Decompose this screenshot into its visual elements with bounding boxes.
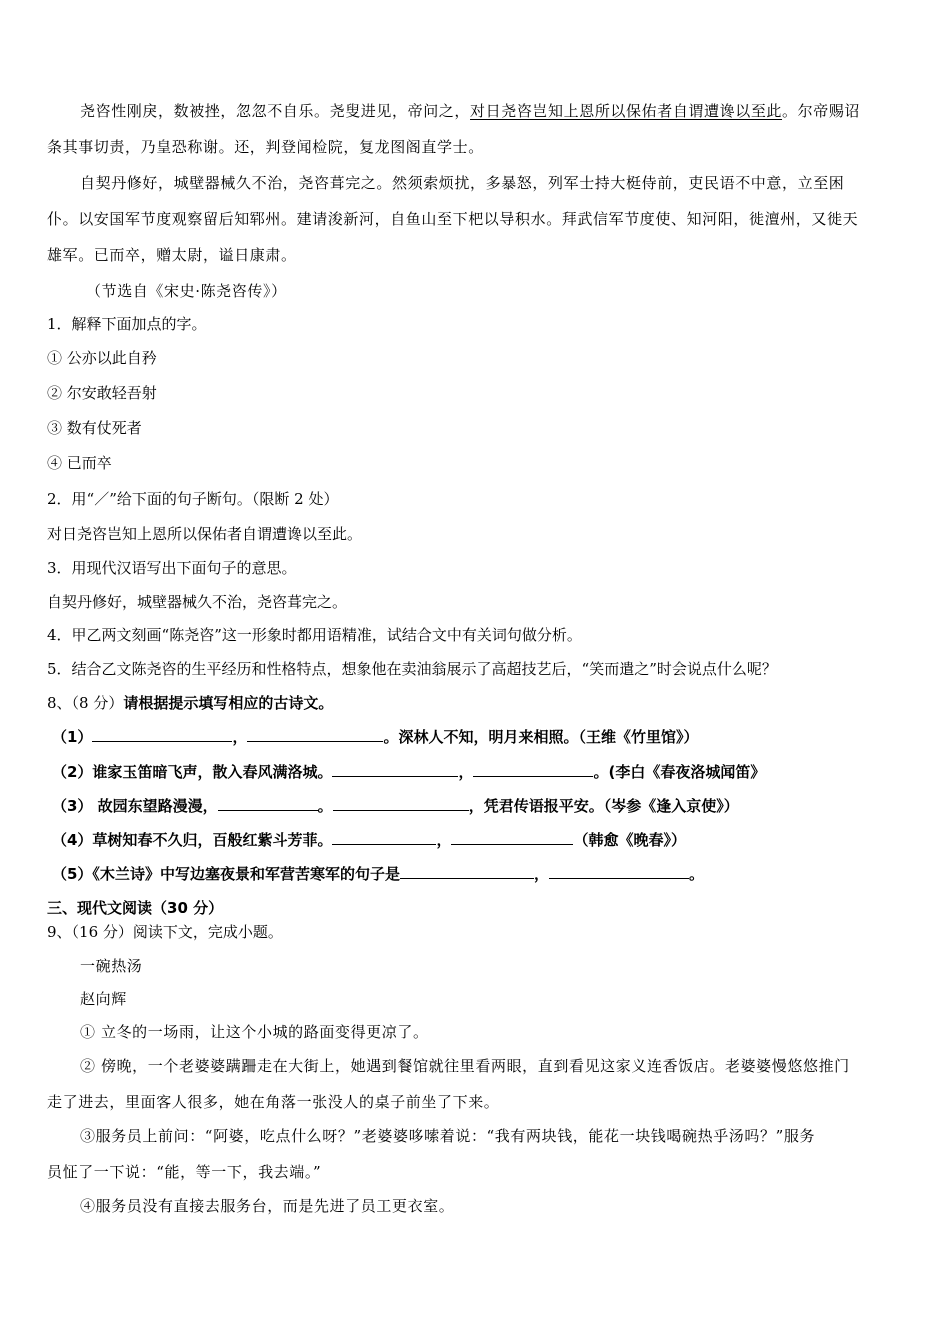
article-author: 赵向辉 [80,990,127,1008]
article-paragraph: 员怔了一下说：“能，等一下，我去端。” [47,1163,322,1181]
article-paragraph: ① 立冬的一场雨，让这个小城的路面变得更凉了。 [80,1023,429,1041]
section-8-heading: 8、（8 分）请根据提示填写相应的古诗文。 [47,694,334,712]
question-1-item: ④ 已而卒 [47,454,112,472]
answer-blank[interactable] [218,796,318,811]
question-1-item: ① 公亦以此自矜 [47,349,157,367]
answer-blank[interactable] [247,727,383,742]
section-3-heading: 三、现代文阅读（30 分） [47,899,224,917]
passage-line: 自契丹修好，城壁器械久不治，尧咨葺完之。然须索烦扰，多暴怒，列军士持大梃侍前，吏民语不中意，立至困 [80,174,845,192]
answer-blank[interactable] [400,864,534,879]
question-3-text: 自契丹修好，城壁器械久不治，尧咨葺完之。 [47,593,348,611]
fill-line-3: （3） 故园东望路漫漫， 。 ，凭君传语报平安。（岑参《逢入京使》） [52,797,739,815]
question-3: 3．用现代汉语写出下面句子的意思。 [47,559,297,577]
answer-blank[interactable] [92,727,232,742]
question-2-text: 对日尧咨岂知上恩所以保佑者自谓遭谗以至此。 [47,525,363,543]
article-paragraph: ④服务员没有直接去服务台，而是先进了员工更衣室。 [80,1197,455,1215]
answer-blank[interactable] [332,830,436,845]
answer-blank[interactable] [473,762,593,777]
question-5: 5．结合乙文陈尧咨的生平经历和性格特点，想象他在卖油翁展示了高超技艺后，“笑而遣之”时会说点什么呢？ [47,660,777,678]
passage-line: 雄军。已而卒，赠太尉，谥日康肃。 [47,246,297,264]
question-4: 4．甲乙两文刻画“陈尧咨”这一形象时都用语精准，试结合文中有关词句做分析。 [47,626,582,644]
answer-blank[interactable] [333,796,469,811]
article-paragraph: ③服务员上前问：“阿婆，吃点什么呀？”老婆婆哆嗦着说：“我有两块钱，能花一块钱喝碗热乎汤吗？”服务 [80,1127,816,1145]
question-1-item: ② 尔安敢轻吾射 [47,384,157,402]
fill-line-1: （1） ， 。深林人不知，明月来相照。（王维《竹里馆》） [52,728,699,746]
passage-source: （节选自《宋史·陈尧咨传》） [86,282,287,300]
passage-line: 条其事切责，乃皇恐称谢。还，判登闻检院，复龙图阁直学士。 [47,138,484,156]
passage-line: 仆。以安国军节度观察留后知郓州。建请浚新河，自鱼山至下杷以导积水。拜武信军节度使、知河阳，徙澶州，又徙天 [47,210,859,228]
fill-line-2: （2）谁家玉笛暗飞声，散入春风满洛城。 ， 。(李白《春夜洛城闻笛》 [52,763,766,781]
answer-blank[interactable] [549,864,689,879]
article-title: 一碗热汤 [80,957,143,975]
answer-blank[interactable] [332,762,458,777]
underlined-sentence: 对日尧咨岂知上恩所以保佑者自谓遭谗以至此 [470,102,783,120]
fill-line-5: （5）《木兰诗》中写边塞夜景和军营苦寒军的句子是 ， 。 [52,865,704,883]
article-paragraph: 走了进去，里面客人很多，她在角落一张没人的桌子前坐了下来。 [47,1093,500,1111]
article-paragraph: ② 傍晚，一个老婆婆蹒跚走在大街上，她遇到餐馆就往里看两眼，直到看见这家义连香饭店。老婆婆慢悠悠推门 [80,1057,850,1075]
question-9: 9、（16 分）阅读下文，完成小题。 [47,923,283,941]
question-1-item: ③ 数有仗死者 [47,419,142,437]
question-2: 2．用“／”给下面的句子断句。（限断 2 处） [47,490,339,508]
answer-blank[interactable] [451,830,573,845]
passage-line: 尧咨性刚戾，数被挫，忽忽不自乐。尧叟进见，帝问之，对日尧咨岂知上恩所以保佑者自谓遭谗以至此。尔帝赐诏 [80,102,861,120]
question-1: 1．解释下面加点的字。 [47,315,207,333]
fill-line-4: （4）草树知春不久归，百般红紫斗芳菲。 ， （韩愈《晚春》） [52,831,686,849]
